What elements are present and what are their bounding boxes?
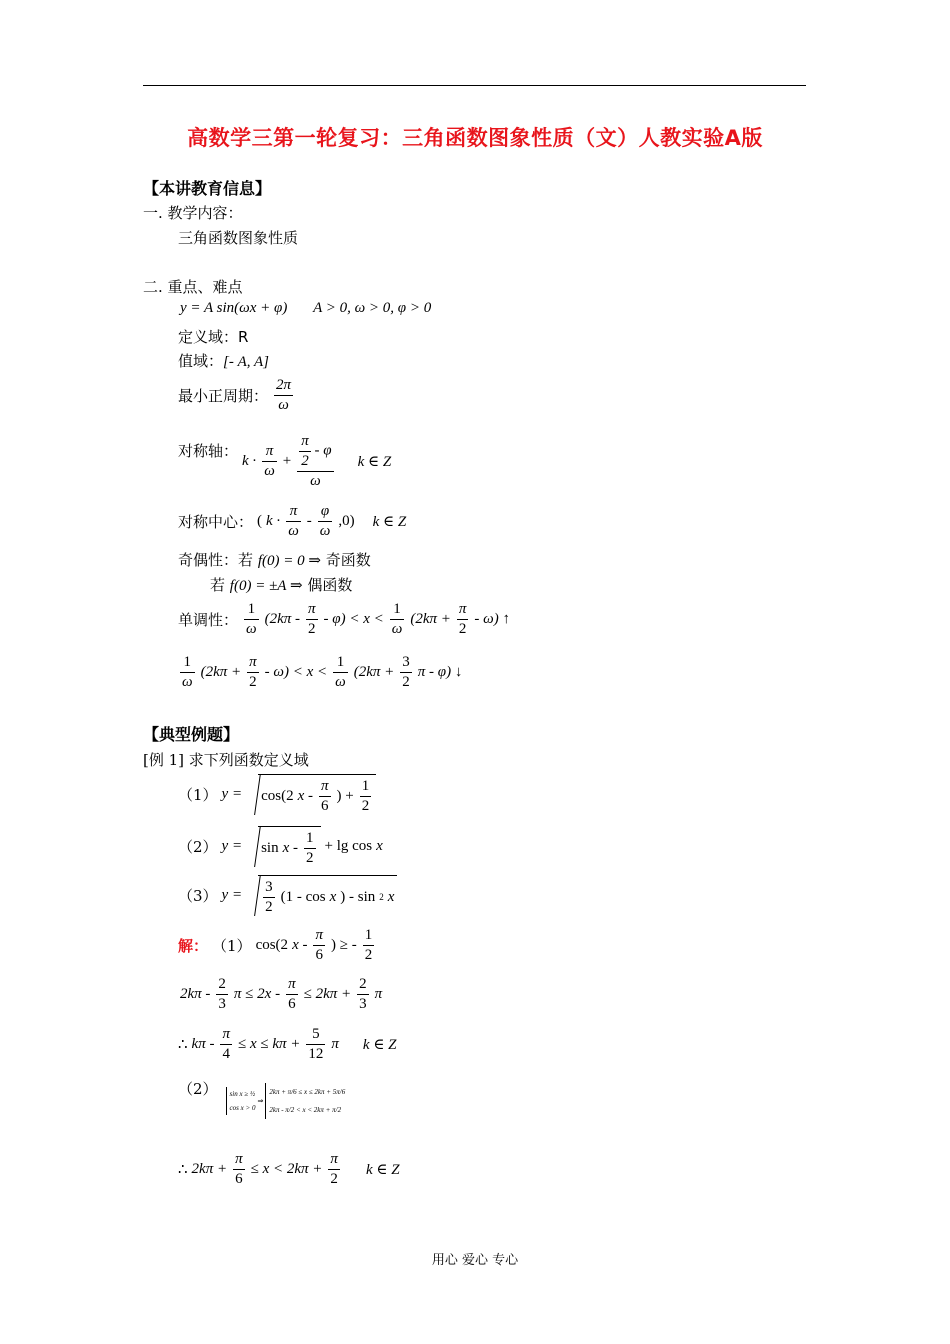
parity-2-result: 偶函数 <box>307 576 353 594</box>
mono-label: 单调性： <box>178 610 239 629</box>
solution-1-inequality: cos(2 x - $\frac{\pi}{6}$ ) ≥ - $\frac{1}{2}$ <box>255 927 373 963</box>
parity-label: 奇偶性： <box>178 551 239 569</box>
example-1-heading: [例 1] 求下列函数定义域 <box>143 751 309 769</box>
solution-1-result: ∴ kπ - $\frac{\pi}{4}$ ≤ x ≤ kπ + $\frac{5}{12}$ π k ∈ Z <box>178 1026 397 1062</box>
solution-1-number: （1） <box>212 936 252 955</box>
part-2-number: （2） <box>178 838 218 857</box>
parity-row-1 <box>178 549 371 570</box>
example-1-part-1 <box>178 774 376 816</box>
mono-formula-decreasing: $\frac{1}{\omega}$ (2kπ + $\frac{\pi}{2}$ - ω) < x < $\frac{1}{\omega}$ (2kπ + $\frac{3}{2}$ π - φ) ↓ <box>182 654 463 690</box>
therefore-symbol-1: ∴ <box>178 1036 188 1053</box>
example-1-part-2 <box>178 826 383 868</box>
axis-kz: k ∈ Z <box>357 453 392 470</box>
range-row <box>178 350 269 371</box>
range-label: 值域： <box>178 352 224 370</box>
part-1-number: （1） <box>178 786 218 805</box>
parity-1-if: 若 <box>238 551 254 569</box>
center-formula: ( k · $\frac{\pi}{\omega}$ - $\frac{\varphi}{\omega}$ ,0) k ∈ Z <box>257 503 407 539</box>
center-row <box>178 502 406 541</box>
solution-label: 解： <box>178 936 209 955</box>
mono-formula-increasing: $\frac{1}{\omega}$ (2kπ - $\frac{\pi}{2}$ - φ) < x < $\frac{1}{\omega}$ (2kπ + $\frac{\pi}{2}$ - ω) ↑ <box>246 601 510 637</box>
formula-main: y = A sin(ωx + φ) <box>180 300 288 316</box>
section-heading-info: 【本讲教育信息】 <box>143 179 272 198</box>
parity-1-result: 奇函数 <box>325 551 371 569</box>
parity-1-expr: f(0) = 0 ⇒ <box>257 553 321 569</box>
solution-part-1 <box>178 926 376 965</box>
axis-label: 对称轴： <box>178 441 239 460</box>
solution-1-kz: k ∈ Z <box>362 1036 397 1053</box>
part-3-formula: y = $\frac{3}{2}$ (1 - cos x ) - sin 2 x <box>222 875 398 917</box>
solution-1-step-2: 2kπ - $\frac{2}{3}$ π ≤ 2x - $\frac{\pi}{6}$ ≤ 2kπ + $\frac{2}{3}$ π <box>180 976 383 1012</box>
section-heading-examples: 【典型例题】 <box>143 725 240 744</box>
range-value: [- A, A] <box>223 354 269 370</box>
period-label: 最小正周期： <box>178 386 269 405</box>
parity-2-expr: f(0) = ±A ⇒ <box>229 578 303 594</box>
period-row <box>178 376 295 415</box>
example-1-part-3 <box>178 875 397 917</box>
domain-value: R <box>238 328 249 346</box>
parity-row-2 <box>210 574 352 595</box>
solution-2-result: ∴ 2kπ + $\frac{\pi}{6}$ ≤ x < 2kπ + $\frac{\pi}{2}$ k ∈ Z <box>178 1151 400 1187</box>
domain-label: 定义域： <box>178 328 239 346</box>
axis-formula: k · $\frac{\pi}{\omega}$ + $\frac{\pi}{2}$ - φ ω k ∈ Z <box>242 433 392 489</box>
teaching-content-body: 三角函数图象性质 <box>178 229 299 247</box>
parity-2-if: 若 <box>210 576 226 594</box>
solution-2-number: （2） <box>178 1079 218 1098</box>
therefore-symbol-2: ∴ <box>178 1161 188 1178</box>
teaching-content-heading: 一. 教学内容： <box>143 204 243 222</box>
part-3-number: （3） <box>178 887 218 906</box>
solution-2-kz: k ∈ Z <box>365 1161 400 1178</box>
center-label: 对称中心： <box>178 512 254 531</box>
period-numerator: 2π <box>274 376 293 396</box>
period-fraction <box>274 376 293 415</box>
domain-row <box>178 326 248 347</box>
main-formula <box>180 300 431 317</box>
header-rule <box>143 85 806 86</box>
part-1-formula: y = cos(2 x - $\frac{\pi}{6}$ ) + $\frac{1}{2}$ <box>222 774 377 816</box>
formula-conditions: A > 0, ω > 0, φ > 0 <box>313 300 432 316</box>
key-points-heading: 二. 重点、难点 <box>143 278 243 296</box>
axis-row <box>178 428 391 490</box>
center-kz: k ∈ Z <box>372 513 407 530</box>
monotonic-row-1 <box>178 600 510 639</box>
solution-part-2 <box>178 1079 346 1119</box>
page-title: 高数学三第一轮复习：三角函数图象性质（文）人教实验A版 <box>187 126 763 150</box>
period-denominator: ω <box>278 396 289 413</box>
page-footer: 用心 爱心 专心 <box>431 1253 519 1268</box>
part-2-formula: y = sin x - $\frac{1}{2}$ + lg cos x <box>222 826 383 868</box>
solution-2-system: sin x ≥ ½ cos x > 0 ⇒ 2kπ + π/6 ≤ x ≤ 2kπ + 5π/6 2kπ - π/2 < x < 2kπ + π/2 <box>226 1083 346 1119</box>
